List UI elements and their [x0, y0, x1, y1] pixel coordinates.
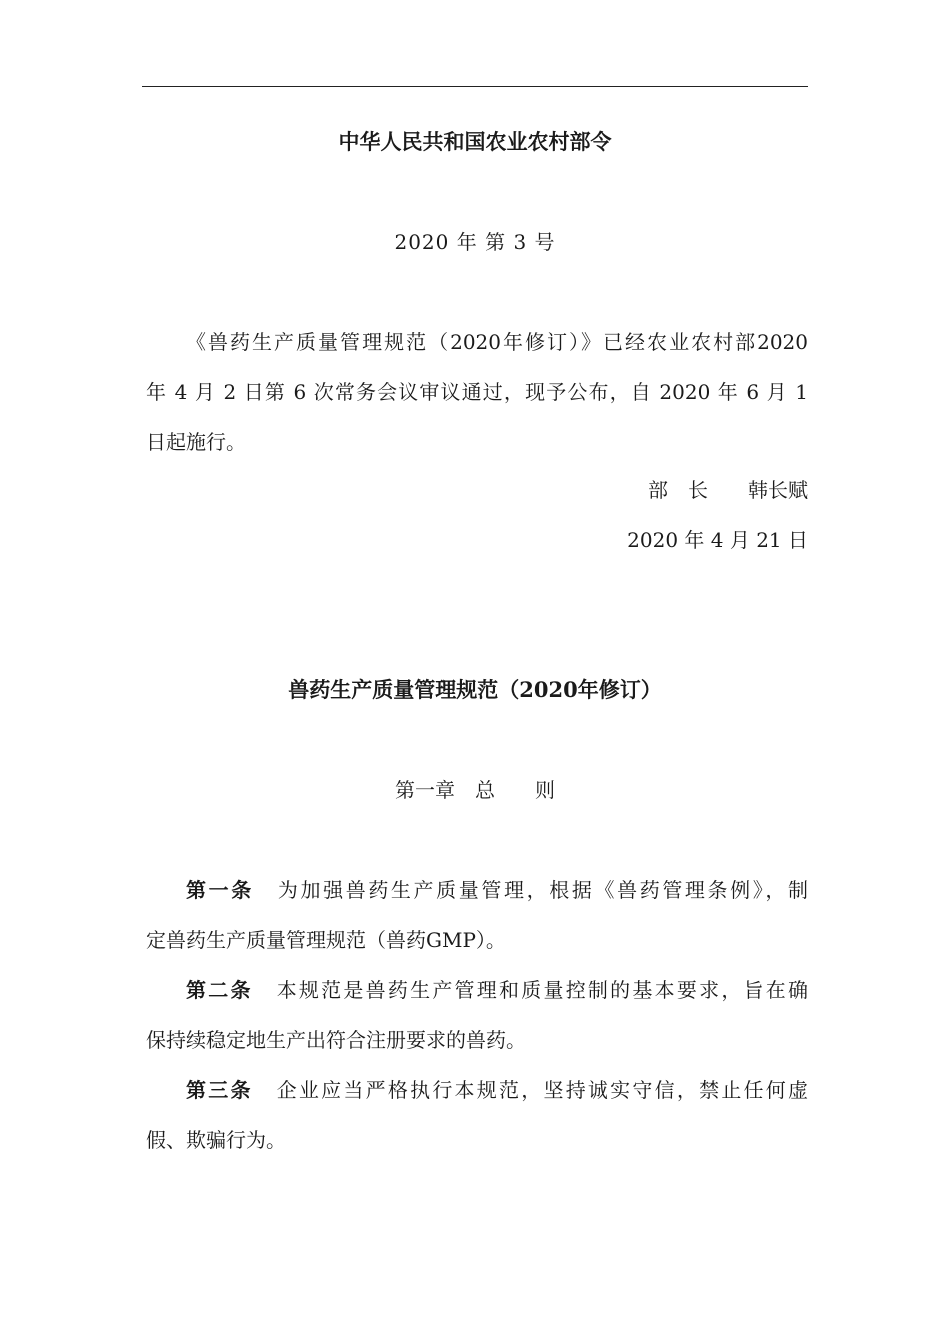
- chapter-heading: 第一章 总 则: [395, 778, 555, 802]
- article-1-text-1: 为加强兽药生产质量管理，根据《兽药管理条例》，制: [277, 878, 809, 902]
- article-2-text-1: 本规范是兽药生产管理和质量控制的基本要求，旨在确: [276, 978, 809, 1002]
- article-1-label: 第一条: [186, 878, 254, 902]
- article-3-label: 第三条: [186, 1078, 253, 1102]
- article-1-line-2: 定兽药生产质量管理规范（兽药GMP）。: [146, 928, 506, 952]
- signature-role: 部 长 韩长赋: [648, 478, 808, 502]
- article-3-line-1: [186, 1074, 808, 1103]
- article-3-line-2: 假、欺骗行为。: [146, 1128, 286, 1152]
- header-rule: [142, 86, 808, 87]
- order-number: 2020 年 第 3 号: [394, 230, 556, 254]
- order-body-line-2: 年 4 月 2 日第 6 次常务会议审议通过，现予公布，自 2020 年 6 月 1: [146, 380, 808, 404]
- article-3-text-1: 企业应当严格执行本规范，坚持诚实守信，禁止任何虚: [276, 1078, 809, 1102]
- article-2-line-2: 保持续稳定地生产出符合注册要求的兽药。: [146, 1028, 526, 1052]
- order-body-line-1: 《兽药生产质量管理规范（2020年修订）》已经农业农村部2020: [186, 330, 808, 354]
- signature-date: 2020 年 4 月 21 日: [627, 528, 808, 552]
- article-1-line-1: [186, 874, 808, 903]
- article-2-line-1: [186, 974, 808, 1003]
- regulation-title: 兽药生产质量管理规范（2020年修订）: [288, 677, 662, 702]
- order-body-line-3: 日起施行。: [146, 430, 246, 454]
- order-title: 中华人民共和国农业农村部令: [338, 129, 612, 154]
- article-2-label: 第二条: [186, 978, 253, 1002]
